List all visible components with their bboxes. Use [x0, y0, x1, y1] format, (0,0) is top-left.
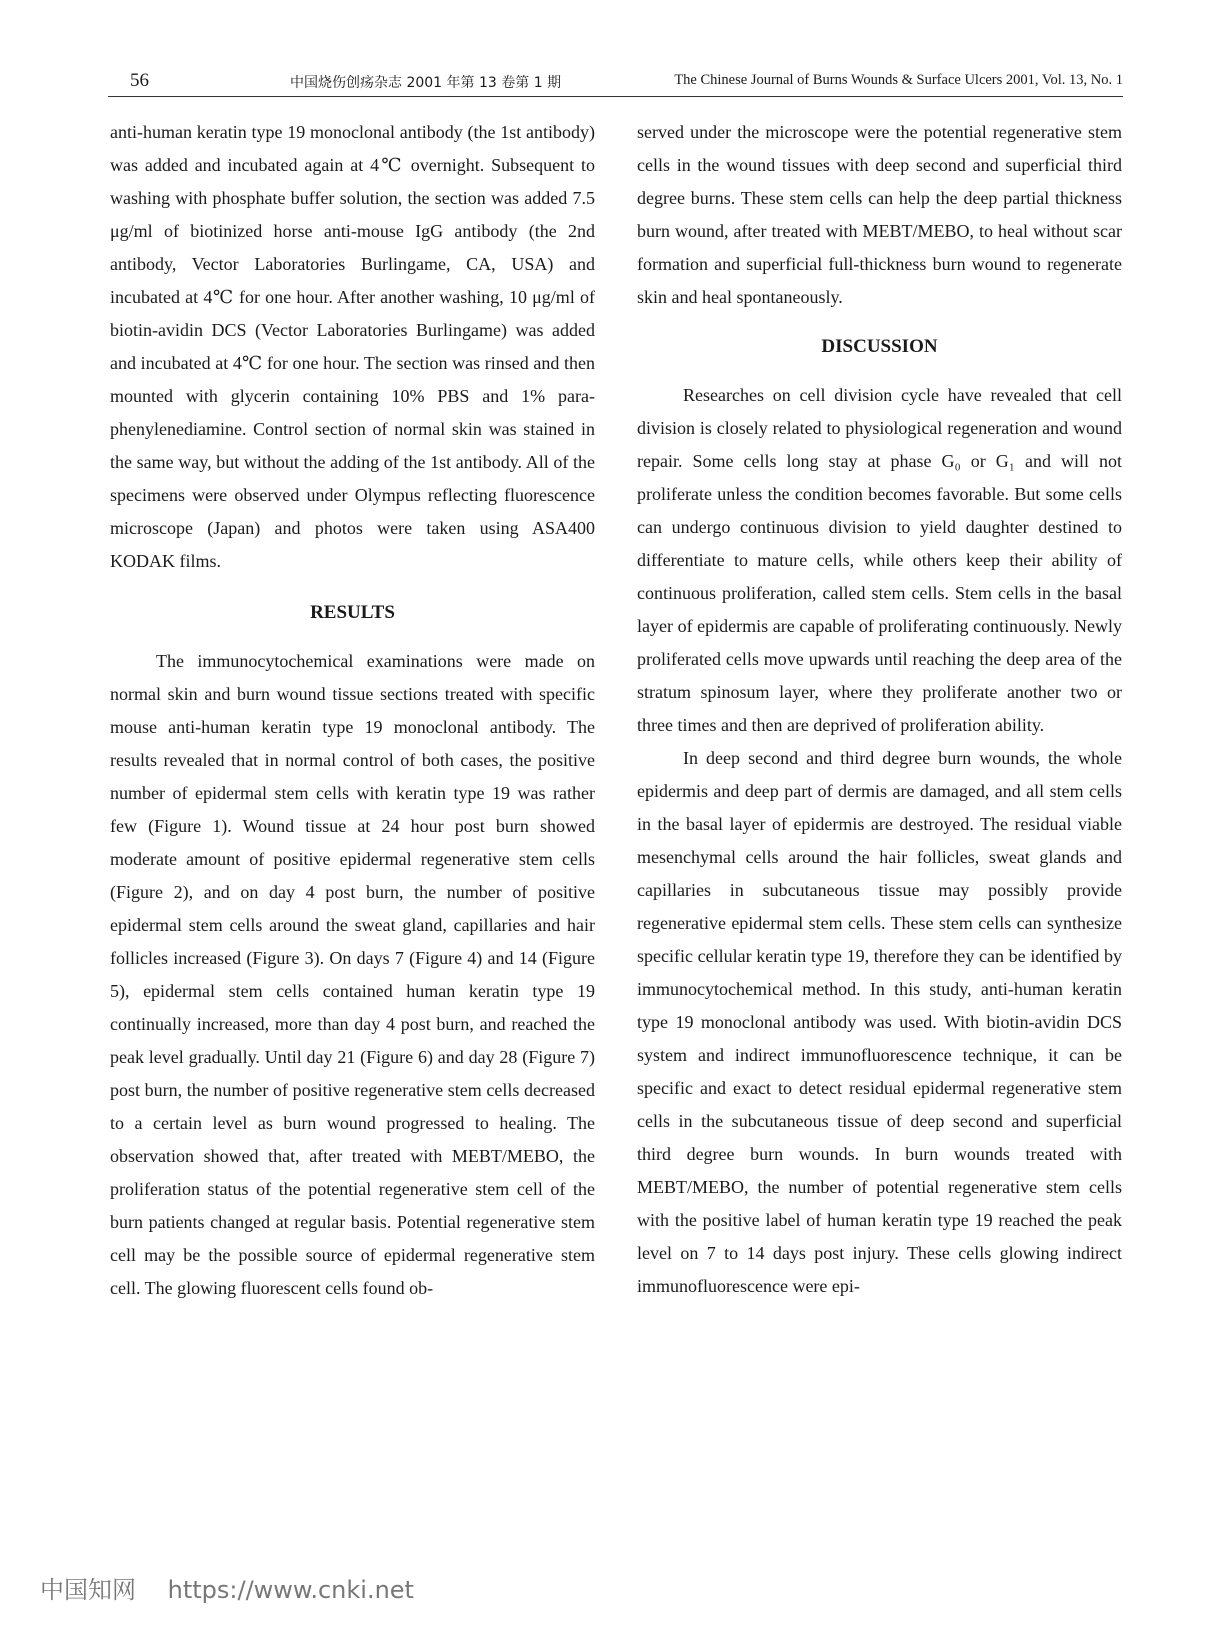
cnki-url-link[interactable]: https://www.cnki.net [167, 1576, 414, 1604]
results-heading: RESULTS [310, 602, 395, 623]
journal-title-cn: 中国烧伤创疡杂志 2001 年第 13 卷第 1 期 [290, 75, 562, 91]
right-column [637, 116, 1122, 1303]
watermark-footer [40, 1570, 414, 1605]
methods-continued-paragraph: anti-human keratin type 19 monoclonal antibody (the 1st antibody) was added and incubated again at 4℃ overnight. Subsequent to washing with phosphate buffer solution, the section was added 7.5 μg/ml of biotinized horse anti-mouse IgG antibody (the 2nd antibody, Vector Laboratories Burlingame, CA, USA) and incubated at 4℃ for one hour. After another washing, 10 μg/ml of biotin-avidin DCS (Vector Laboratories Burlingame) was added and incubated at 4℃ for one hour. The section was rinsed and then mounted with glycerin containing 10% PBS and 1% para-phenylenediamine. Control section of normal skin was stained in the same way, but without the adding of the 1st antibody. All of the specimens were observed under Olympus reflecting fluorescence microscope (Japan) and photos were taken using ASA400 KODAK films. [110, 122, 595, 571]
discussion-heading: DISCUSSION [821, 336, 938, 357]
discussion-paragraph-1: Researches on cell division cycle have revealed that cell division is closely related to physiological regeneration and wound repair. Some cells long stay at phase G₀ or G₁ and will not proliferate unless the condition becomes favorable. But some cells can undergo continuous division to yield daughter destined to differentiate to mature cells, while others keep their ability of continuous proliferation, called stem cells. Stem cells in the basal layer of epidermis are capable of proliferating continuously. Newly proliferated cells move upwards until reaching the deep area of the stratum spinosum layer, where they proliferate another two or three times and then are deprived of proliferation ability. [637, 385, 1122, 735]
cnki-site-name: 中国知网 [40, 1576, 136, 1604]
journal-title-en: The Chinese Journal of Burns Wounds & Surface Ulcers 2001, Vol. 13, No. 1 [674, 72, 1123, 88]
running-header [108, 62, 1123, 97]
left-column [110, 116, 595, 1305]
results-paragraph: The immunocytochemical examinations were made on normal skin and burn wound tissue sections treated with specific mouse anti-human keratin type 19 monoclonal antibody. The results revealed that in normal control of both cases, the positive number of epidermal stem cells with keratin type 19 was rather few (Figure 1). Wound tissue at 24 hour post burn showed moderate amount of positive epidermal regenerative stem cells (Figure 2), and on day 4 post burn, the number of positive epidermal stem cells around the sweat gland, capillaries and hair follicles increased (Figure 3). On days 7 (Figure 4) and 14 (Figure 5), epidermal stem cells contained human keratin type 19 continually increased, more than day 4 post burn, and reached the peak level gradually. Until day 21 (Figure 6) and day 28 (Figure 7) post burn, the number of positive regenerative stem cells decreased to a certain level as burn wound progressed to healing. The observation showed that, after treated with MEBT/MEBO, the proliferation status of the potential regenerative stem cell of the burn patients changed at regular basis. Potential regenerative stem cell may be the possible source of epidermal regenerative stem cell. The glowing fluorescent cells found ob- [110, 651, 595, 1298]
page-number: 56 [130, 70, 149, 91]
discussion-paragraph-2: In deep second and third degree burn wounds, the whole epidermis and deep part of dermis are damaged, and all stem cells in the basal layer of epidermis are destroyed. The residual viable mesenchymal cells around the hair follicles, sweat glands and capillaries in subcutaneous tissue may possibly provide regenerative epidermal stem cells. These stem cells can synthesize specific cellular keratin type 19, therefore they can be identified by immunocytochemical method. In this study, anti-human keratin type 19 monoclonal antibody was used. With biotin-avidin DCS system and indirect immunofluorescence technique, it can be specific and exact to detect residual epidermal regenerative stem cells in the subcutaneous tissue of deep second and superficial third degree burn wounds. In burn wounds treated with MEBT/MEBO, the number of potential regenerative stem cells with the positive label of human keratin type 19 reached the peak level on 7 to 14 days post injury. These cells glowing indirect immunofluorescence were epi- [637, 748, 1122, 1296]
results-continued-paragraph: served under the microscope were the potential regenerative stem cells in the wound tissues with deep second and superficial third degree burns. These stem cells can help the deep partial thickness burn wound, after treated with MEBT/MEBO, to heal without scar formation and superficial full-thickness burn wound to regenerate skin and heal spontaneously. [637, 122, 1122, 307]
